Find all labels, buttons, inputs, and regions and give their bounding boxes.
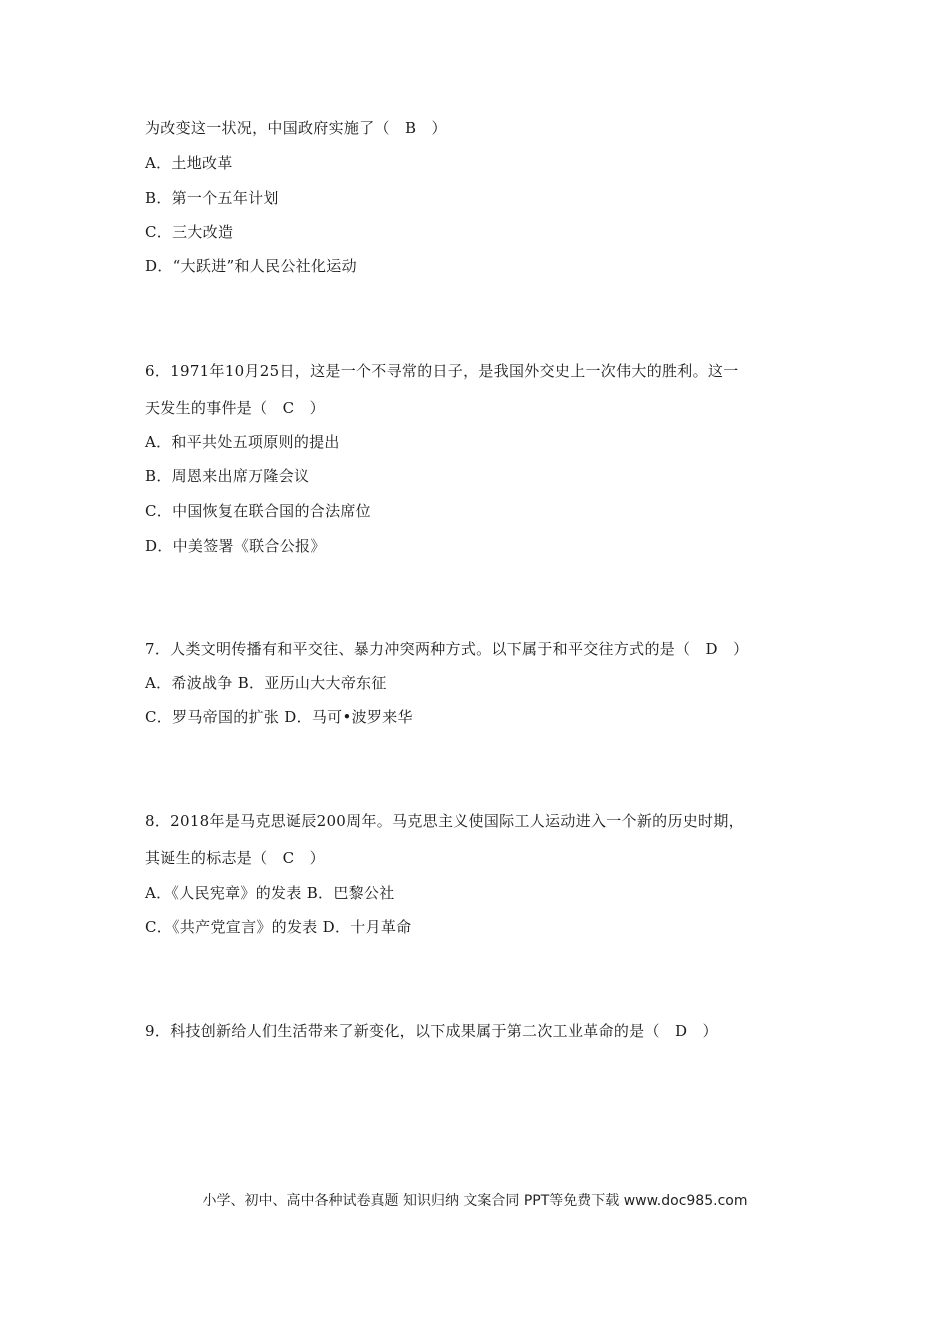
intro-option-a: A．土地改革	[145, 154, 233, 172]
q6-option-a: A．和平共处五项原则的提出	[145, 433, 340, 451]
footer-ad-text: 小学、初中、高中各种试卷真题 知识归纳 文案合同 PPT等免费下载 www.doc985.com	[202, 1193, 748, 1209]
q8-stem-line2: 其诞生的标志是（ C ）	[145, 849, 325, 867]
q6-stem-line2: 天发生的事件是（ C ）	[145, 399, 325, 417]
q8-option-cd: C．《共产党宣言》的发表 D．十月革命	[145, 918, 412, 936]
intro-stem: 为改变这一状况，中国政府实施了（ B ）	[145, 119, 447, 137]
intro-option-d: D．“大跃进”和人民公社化运动	[145, 257, 357, 275]
q9-stem: 9．科技创新给人们生活带来了新变化，以下成果属于第二次工业革命的是（ D ）	[145, 1022, 718, 1040]
q6-option-c: C．中国恢复在联合国的合法席位	[145, 502, 371, 520]
q6-option-d: D．中美签署《联合公报》	[145, 537, 326, 555]
q6-option-b: B．周恩来出席万隆会议	[145, 467, 310, 485]
q6-stem-line1: 6．1971年10月25日，这是一个不寻常的日子，是我国外交史上一次伟大的胜利。这一	[145, 362, 739, 380]
intro-option-c: C．三大改造	[145, 223, 234, 241]
q7-option-ab: A．希波战争 B．亚历山大大帝东征	[145, 674, 387, 692]
q7-option-cd: C．罗马帝国的扩张 D．马可•波罗来华	[145, 708, 413, 726]
q8-option-ab: A．《人民宪章》的发表 B．巴黎公社	[145, 884, 395, 902]
q7-stem: 7．人类文明传播有和平交往、暴力冲突两种方式。以下属于和平交往方式的是（ D ）	[145, 640, 749, 658]
q8-stem-line1: 8．2018年是马克思诞辰200周年。马克思主义使国际工人运动进入一个新的历史时期，	[145, 812, 744, 830]
intro-option-b: B．第一个五年计划	[145, 189, 279, 207]
